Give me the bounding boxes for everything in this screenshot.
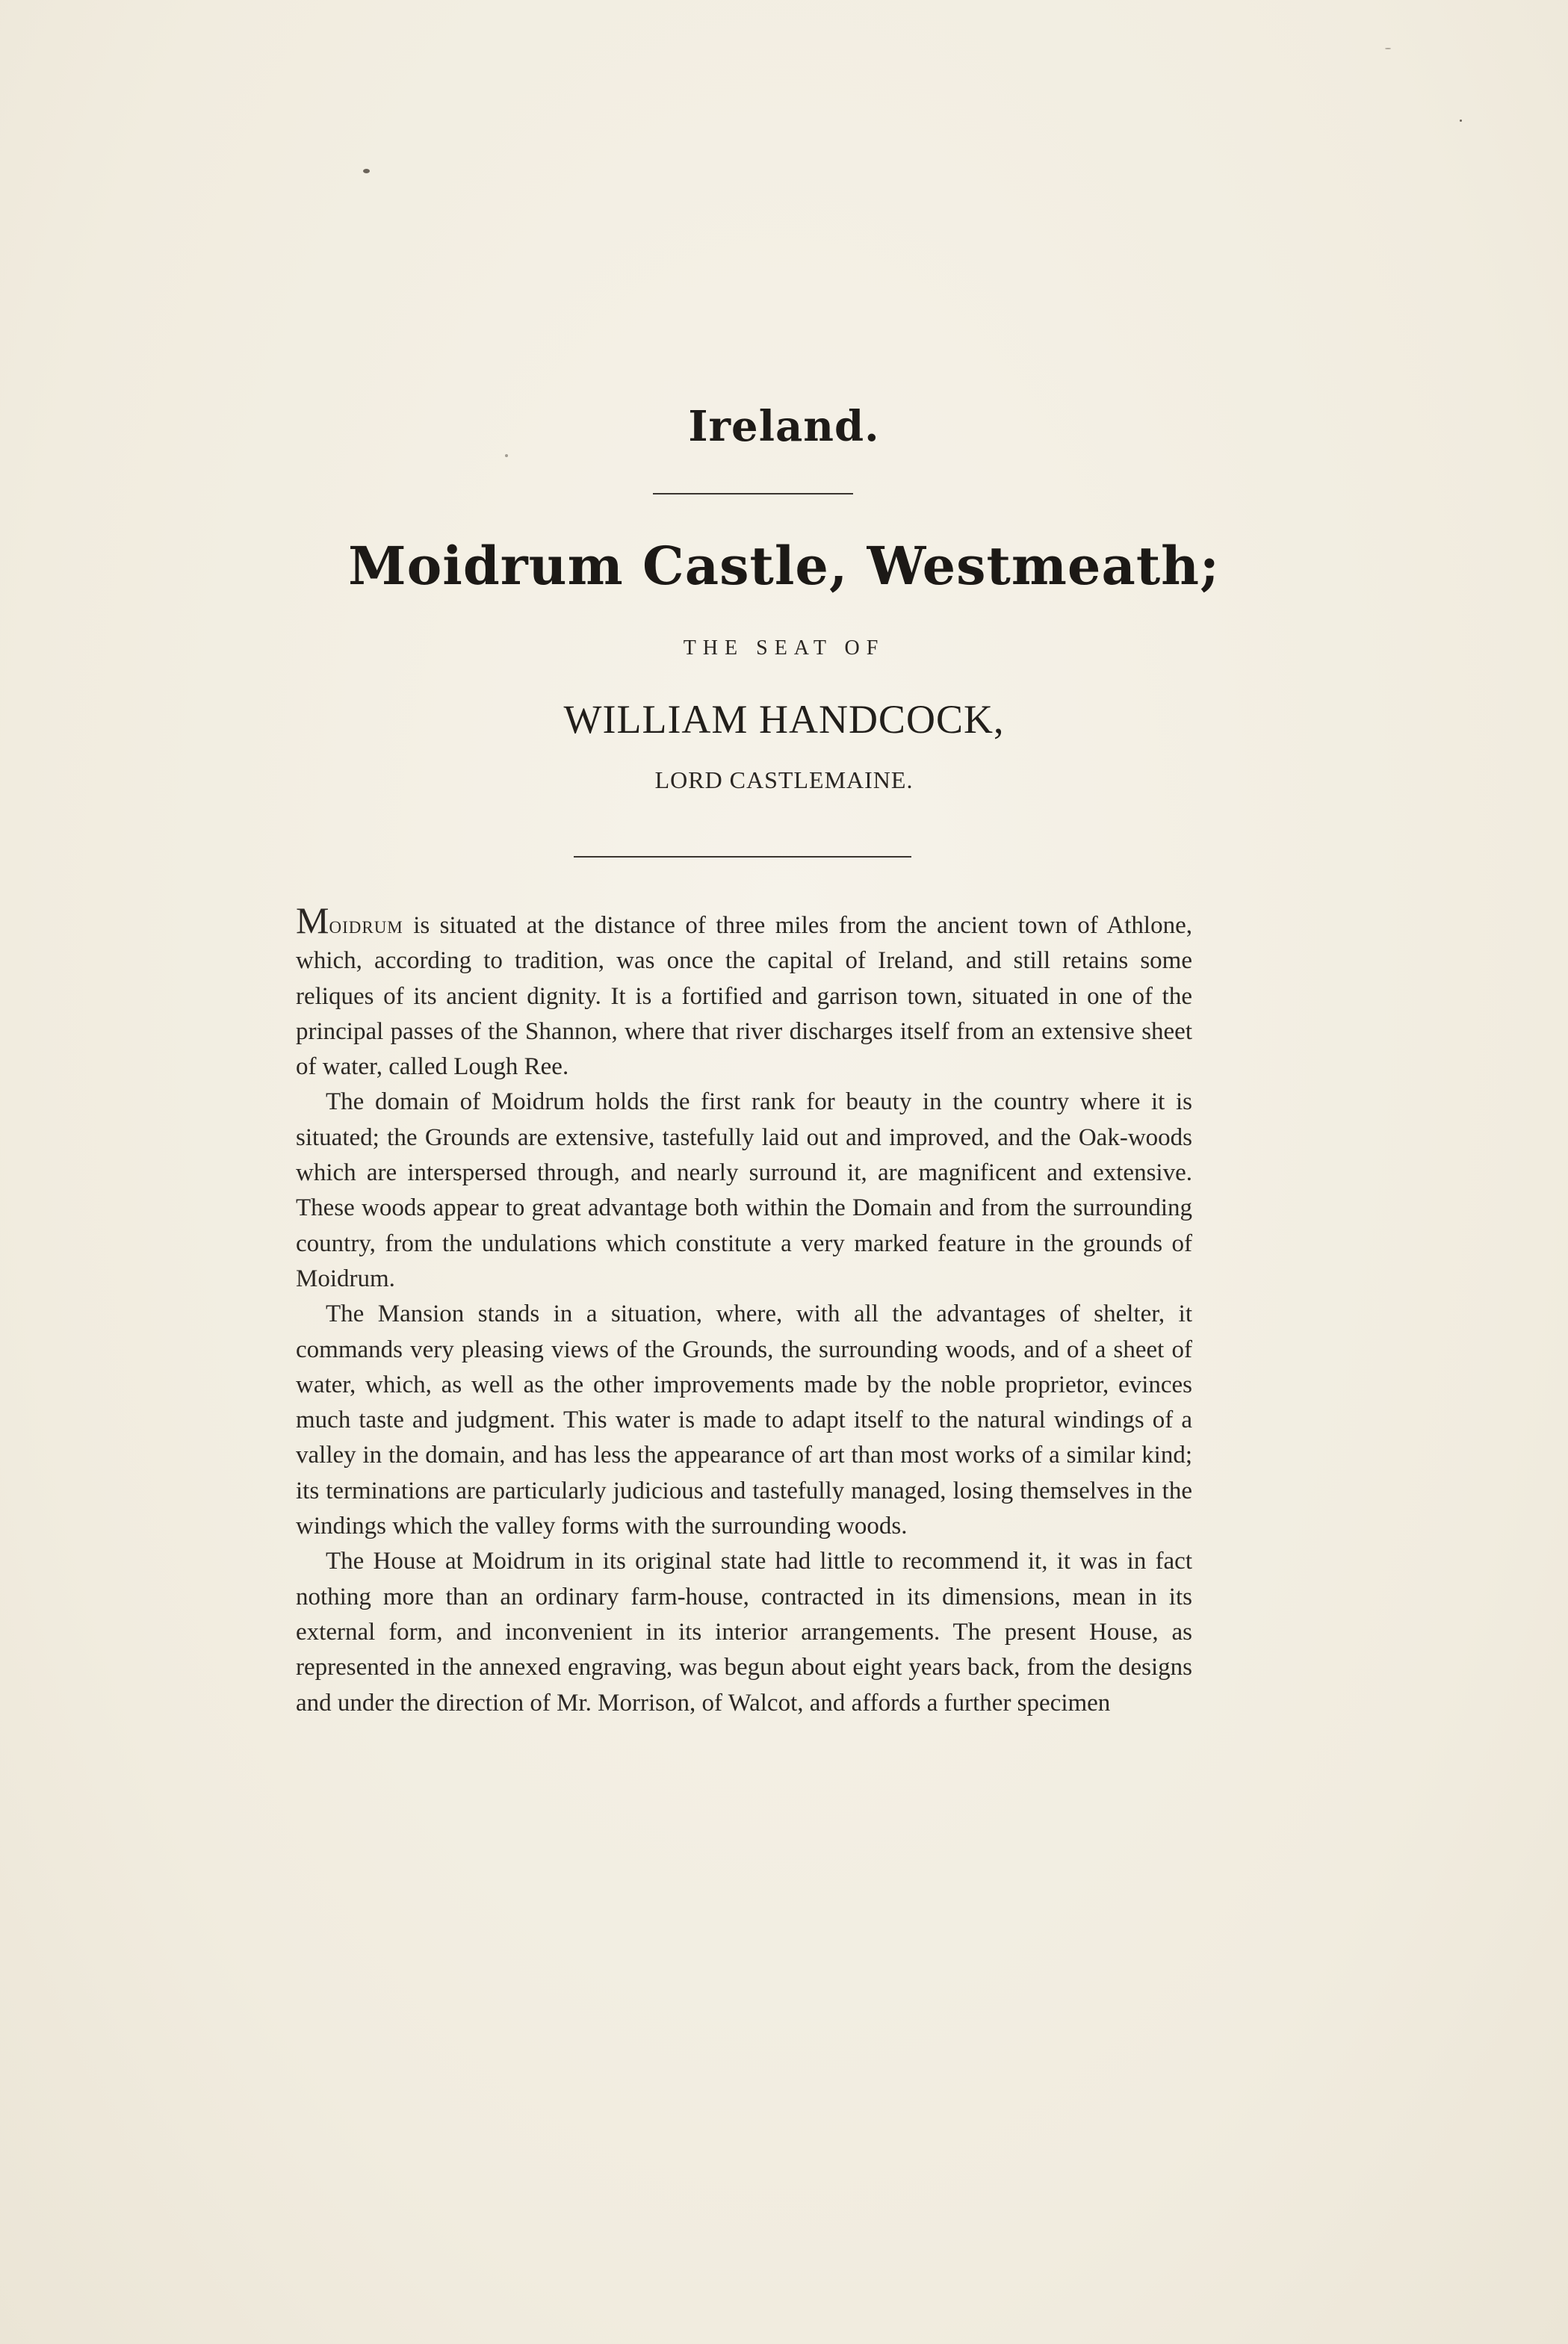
owner-title: LORD CASTLEMAINE. xyxy=(654,766,914,793)
paragraph-2: The domain of Moidrum holds the first rank for beauty in the country where it is situated; the Grounds are extensive, tastefully laid out and improved, and the Oak-woods which are interspersed through, and nearly surround it, are magnificent and extensive. These woods appear to great advantage both within the Domain and from the surrounding country, from the undulations which constitute a very marked feature in the grounds of Moidrum. xyxy=(296,1088,1192,1292)
ink-speck xyxy=(1460,120,1462,122)
paragraph-3: The Mansion stands in a situation, where, with all the advantages of shelter, it commands very pleasing views of the Grounds, the surrounding woods, and of a sheet of water, which, as well as the other improvements made by the noble proprietor, evinces much taste and judgment. This water is made to adapt itself to the natural windings of a valley in the domain, and has less the appearance of art than most works of a similar kind; its terminations are particularly judicious and tastefully managed, losing themselves in the windings which the valley forms with the surrounding woods. xyxy=(296,1300,1192,1540)
section-divider xyxy=(574,856,911,858)
estate-heading: Moidrum Castle, Westmeath; xyxy=(348,535,1220,597)
ink-speck xyxy=(363,169,370,173)
ink-speck xyxy=(1385,48,1391,49)
seat-of-label: THE SEAT OF xyxy=(683,636,885,660)
ink-speck xyxy=(505,454,508,457)
country-heading: Ireland. xyxy=(688,402,880,451)
paragraph-4: The House at Moidrum in its original state had little to recommend it, it was in fact nothing more than an ordinary farm-house, contracted in its dimensions, mean in its external form, and inconvenient in its interior arrangements. The present House, as represented in the annexed engraving, was begun about eight years back, from the designs and under the direction of Mr. Morrison, of Walcot, and affords a further specimen xyxy=(296,1548,1192,1717)
owner-name: WILLIAM HANDCOCK, xyxy=(563,697,1005,742)
heading-divider xyxy=(653,493,853,494)
paragraph-1 xyxy=(296,899,1192,1085)
first-word-smallcaps: oidrum xyxy=(329,912,403,939)
drop-cap: M xyxy=(296,899,329,941)
paragraph-1-text: is situated at the distance of three miles from the ancient town of Athlone, which, according to tradition, was once the capital of Ireland, and still retains some reliques of its ancient dignity. It is a fortified and garrison town, situated in one of the principal passes of the Shannon, where that river discharges itself from an extensive sheet of water, called Lough Ree. xyxy=(296,912,1192,1081)
body-text xyxy=(296,899,1192,1721)
